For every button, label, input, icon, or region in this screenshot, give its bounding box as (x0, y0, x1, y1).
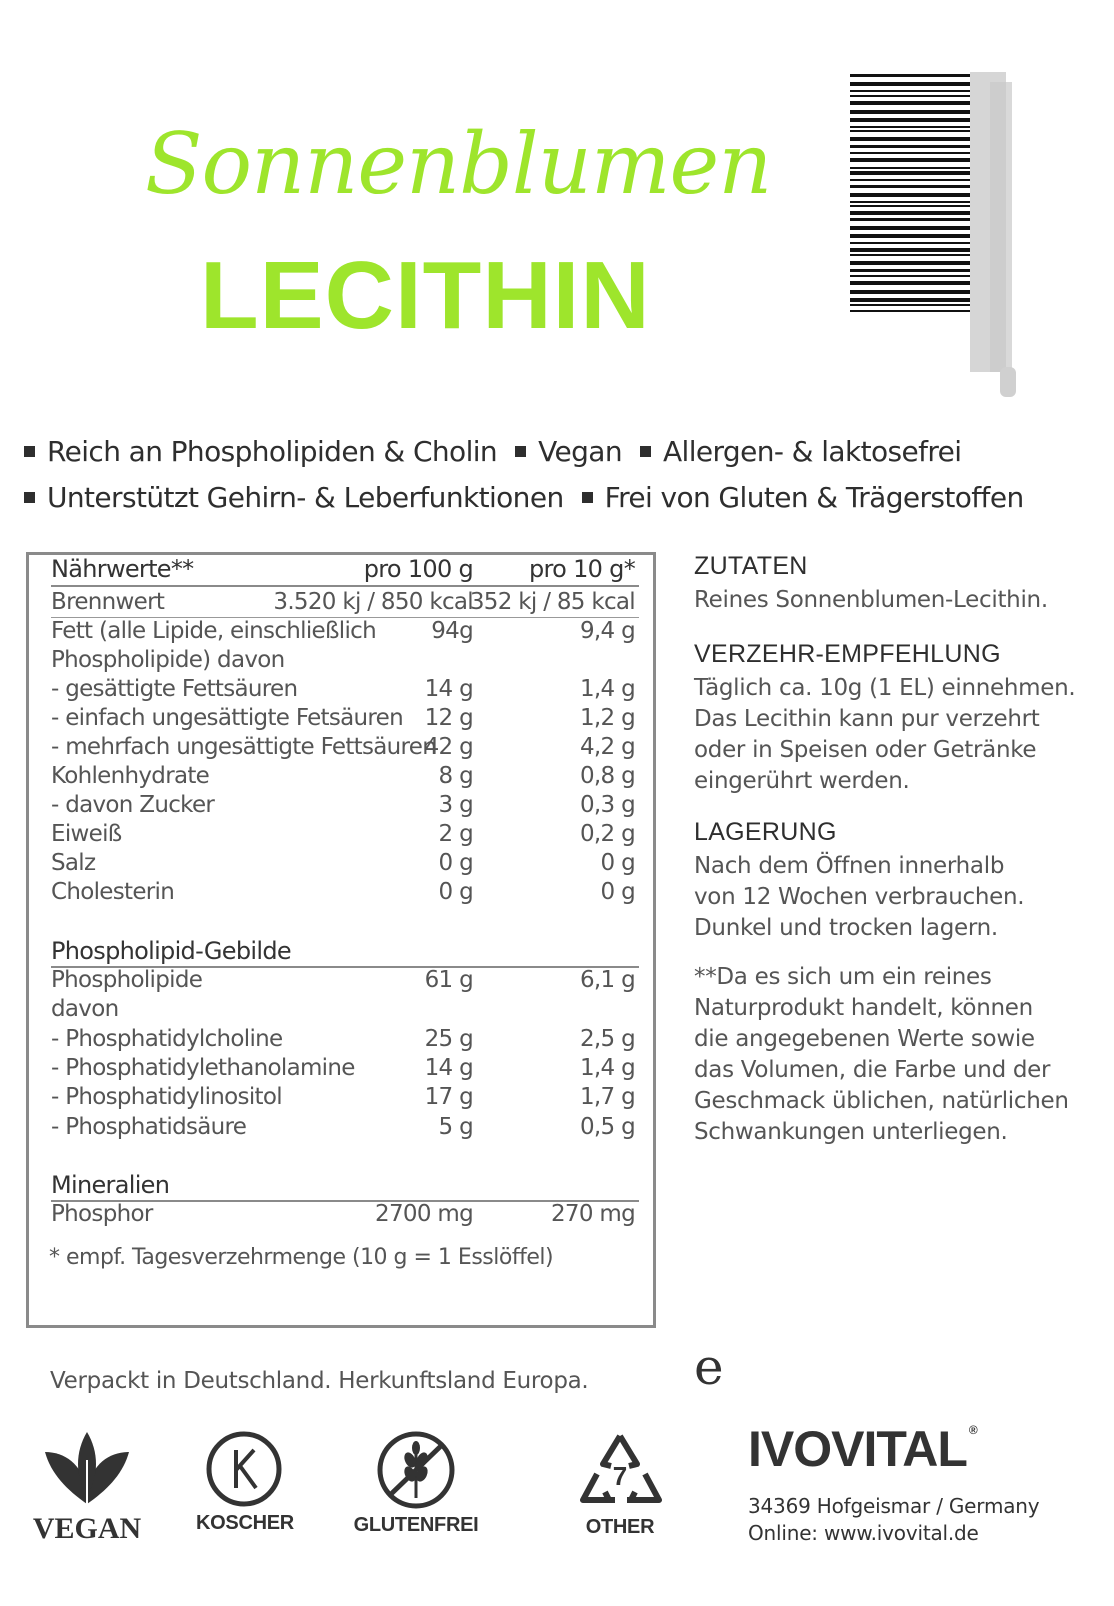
nutrition-row: Cholesterin 0 g 0 g (51, 879, 635, 905)
usage-title: VERZEHR-EMPFEHLUNG (694, 640, 1001, 668)
vegan-logo (32, 1430, 142, 1546)
ingredients-section (694, 552, 1094, 616)
phospholipid-row: - Phosphatidylethanolamine 14 g 1,4 g (51, 1055, 635, 1081)
minerals-section-title: Mineralien (51, 1171, 170, 1199)
phospholipid-row: Phospholipide 61 g 6,1 g (51, 967, 635, 993)
recycle-label: OTHER (585, 1516, 655, 1538)
storage-line: von 12 Wochen verbrauchen. (694, 884, 1025, 910)
feature-line-1 (24, 428, 1104, 474)
feature-item: Vegan (515, 435, 622, 468)
note-line: **Da es sich um ein reines (694, 964, 992, 990)
company-website: Online: www.ivovital.de (748, 1521, 979, 1545)
feature-item: Unterstützt Gehirn- & Leberfunktionen (24, 481, 564, 514)
disclaimer-note (694, 962, 1094, 1148)
nutrition-row: - davon Zucker 3 g 0,3 g (51, 792, 635, 818)
usage-section (694, 640, 1094, 797)
e-mark-icon: e (694, 1338, 724, 1396)
brand-logo: IVOVITAL ® (748, 1421, 977, 1477)
storage-section (694, 818, 1094, 944)
phospholipid-row: - Phosphatidylinositol 17 g 1,7 g (51, 1084, 635, 1110)
feature-item: Frei von Gluten & Trägerstoffen (582, 481, 1024, 514)
phospholipid-row: davon (51, 996, 119, 1022)
registered-mark: ® (968, 1423, 977, 1437)
nutrition-row: - gesättigte Fettsäuren 14 g 1,4 g (51, 676, 635, 702)
storage-line: Nach dem Öffnen innerhalb (694, 853, 1005, 879)
vegan-label: VEGAN (32, 1512, 142, 1545)
storage-title: LAGERUNG (694, 818, 837, 846)
ingredients-title: ZUTATEN (694, 552, 808, 580)
nutrition-header-row: Nährwerte** pro 100 g pro 10 g* (51, 555, 635, 583)
note-line: das Volumen, die Farbe und der (694, 1057, 1051, 1083)
energy-row: Brennwert 3.520 kj / 850 kcal 352 kj / 85 kcal (51, 589, 635, 615)
nutrition-row: Fett (alle Lipide, einschließlich 94g 9,4 g (51, 618, 635, 644)
bullet-icon (515, 446, 526, 457)
origin-text: Verpackt in Deutschland. Herkunftsland Europa. (50, 1368, 589, 1394)
nutrition-table (26, 552, 656, 1328)
product-title-main: LECITHIN (200, 242, 651, 349)
kosher-k-icon (202, 1430, 286, 1508)
nutrition-row: Salz 0 g 0 g (51, 850, 635, 876)
glutenfree-label: GLUTENFREI (353, 1514, 479, 1536)
mineral-row: Phosphor 2700 mg 270 mg (51, 1201, 635, 1227)
divider (51, 585, 639, 587)
phospholipid-row: - Phosphatidsäure 5 g 0,5 g (51, 1114, 635, 1140)
bullet-icon (582, 492, 593, 503)
note-line: Schwankungen unterliegen. (694, 1119, 1008, 1145)
nutrition-row: Eiweiß 2 g 0,2 g (51, 821, 635, 847)
nutrition-row: Kohlenhydrate 8 g 0,8 g (51, 763, 635, 789)
nutrition-row: Phospholipide) davon (51, 647, 285, 673)
phospholipid-section-title: Phospholipid-Gebilde (51, 937, 291, 965)
barcode-icon (850, 72, 1050, 414)
recycle-logo (570, 1430, 670, 1539)
storage-line: Dunkel und trocken lagern. (694, 915, 998, 941)
usage-line: Das Lecithin kann pur verzehrt (694, 706, 1040, 732)
usage-line: oder in Speisen oder Getränke (694, 737, 1037, 763)
nutrition-row: - mehrfach ungesättigte Fettsäuren 42 g 4,2 g (51, 734, 635, 760)
usage-line: eingerührt werden. (694, 768, 910, 794)
note-line: Geschmack üblichen, natürlichen (694, 1088, 1069, 1114)
company-address: 34369 Hofgeismar / Germany (748, 1494, 1040, 1518)
recycle-7-icon (575, 1430, 665, 1512)
nutrition-footnote: * empf. Tagesverzehrmenge (10 g = 1 Esslöffel) (49, 1245, 554, 1270)
note-line: Naturprodukt handelt, können (694, 995, 1033, 1021)
usage-line: Täglich ca. 10g (1 EL) einnehmen. (694, 675, 1076, 701)
glutenfree-logo (352, 1430, 480, 1537)
recycle-number: 7 (612, 1461, 628, 1491)
glutenfree-wheat-icon (371, 1430, 461, 1510)
feature-item: Allergen- & laktosefrei (640, 435, 961, 468)
nutrition-row: - einfach ungesättigte Fetsäuren 12 g 1,2 g (51, 705, 635, 731)
product-title-script: Sonnenblumen (145, 115, 772, 213)
kosher-logo (196, 1430, 292, 1535)
bullet-icon (640, 446, 651, 457)
note-line: die angegebenen Werte sowie (694, 1026, 1035, 1052)
ingredients-text: Reines Sonnenblumen-Lecithin. (694, 587, 1048, 613)
vegan-leaf-icon (37, 1430, 137, 1508)
bullet-icon (24, 446, 35, 457)
feature-line-2 (24, 474, 1104, 520)
bullet-icon (24, 492, 35, 503)
phospholipid-row: - Phosphatidylcholine 25 g 2,5 g (51, 1026, 635, 1052)
feature-list (24, 428, 1104, 520)
feature-item: Reich an Phospholipiden & Cholin (24, 435, 497, 468)
kosher-label: KOSCHER (196, 1512, 294, 1534)
